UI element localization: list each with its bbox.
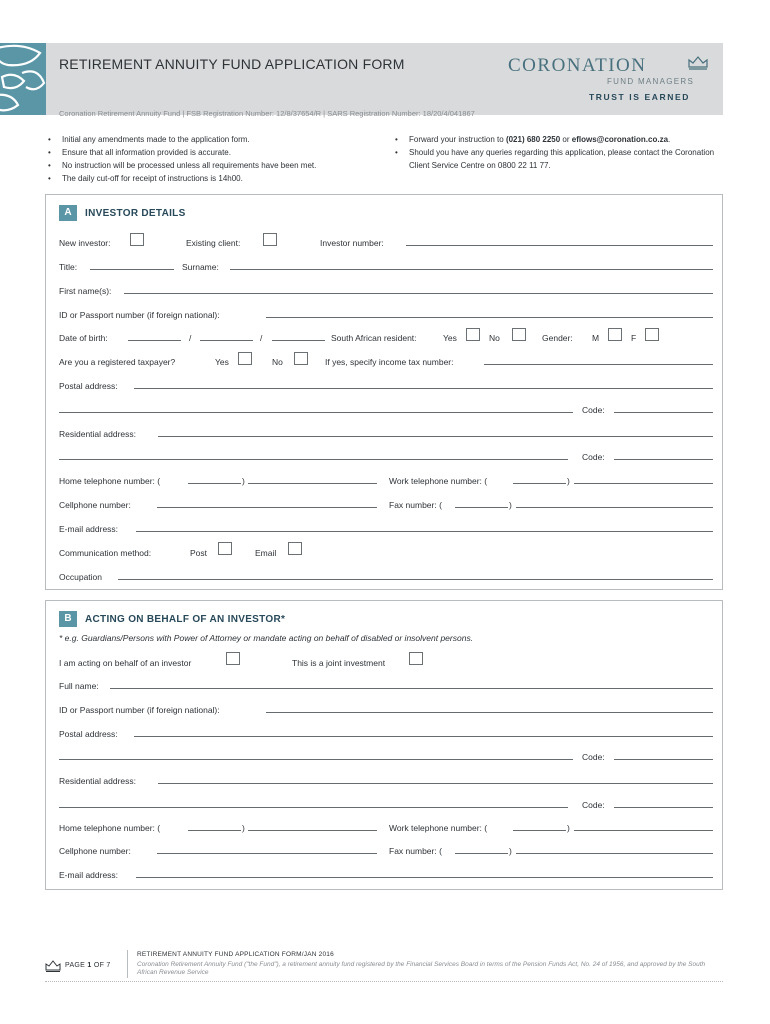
page-total: OF 7 [93,962,111,969]
gender-f-label: F [631,333,637,343]
id-passport-label: ID or Passport number (if foreign national): [59,310,220,320]
residential-code-label: Code: [582,800,605,810]
home-tel-label: Home telephone number: ( [59,823,161,833]
paren: ) [242,823,245,833]
cellphone-field[interactable] [157,507,377,508]
text: . [668,135,671,144]
logo-name: CORONATION [508,55,647,76]
occupation-label: Occupation [59,572,102,582]
dob-year-field[interactable] [272,340,325,341]
title-field[interactable] [90,269,174,270]
instructions-right [392,133,727,172]
email-label: E-mail address: [59,524,119,534]
footer-legal-text: Coronation Retirement Annuity Fund ("the Fund"), a retirement annuity fund registered by the Financial Services Board in terms of the Pension Funds Act, No. 24 of 1956, and approved by the South African Revenue Service [137,961,706,976]
full-name-field[interactable] [110,688,713,689]
new-investor-checkbox[interactable] [130,233,144,246]
crown-icon [687,54,709,70]
postal-address-label: Postal address: [59,729,118,739]
taxpayer-no-checkbox[interactable] [294,352,308,365]
taxpayer-no-label: No [272,357,283,367]
existing-client-label: Existing client: [186,238,241,248]
crown-icon [45,960,61,972]
home-tel-field[interactable] [248,483,377,484]
residential-address-line2[interactable] [59,459,568,460]
section-letter: B [59,611,77,627]
page-indicator [65,962,111,969]
paren: ) [509,846,512,856]
home-tel-label: Home telephone number: ( [59,476,161,486]
fax-field[interactable] [516,853,713,854]
decorative-emblem [0,43,46,115]
gender-m-checkbox[interactable] [608,328,622,341]
residential-address-field[interactable] [158,783,713,784]
gender-m-label: M [592,333,600,343]
taxpayer-yes-checkbox[interactable] [238,352,252,365]
home-tel-field[interactable] [248,830,377,831]
phone-number[interactable]: (021) 680 2250 [505,135,561,144]
list-item: • Initial any amendments made to the application form. [45,133,385,146]
section-letter: A [59,205,77,221]
title-label: Title: [59,262,78,272]
residential-code-label: Code: [582,452,605,462]
slash: / [260,333,263,343]
paren: ) [242,476,245,486]
text: or [560,135,572,144]
investor-number-field[interactable] [406,245,713,246]
post-checkbox[interactable] [218,542,232,555]
logo-subtitle: FUND MANAGERS [607,77,695,86]
residential-address-label: Residential address: [59,776,137,786]
fax-field[interactable] [516,507,713,508]
sa-resident-label: South African resident: [331,333,417,343]
paren: ) [567,823,570,833]
work-tel-area-field[interactable] [513,483,566,484]
existing-client-checkbox[interactable] [263,233,277,246]
list-item: • No instruction will be processed unless all requirements have been met. [45,159,385,172]
footer-title: RETIREMENT ANNUITY FUND APPLICATION FORM/JAN 2016 [137,951,334,958]
postal-address-field[interactable] [134,388,713,389]
id-passport-field[interactable] [266,712,713,713]
paren: ) [509,500,512,510]
joint-investment-label: This is a joint investment [292,658,386,668]
residential-address-label: Residential address: [59,429,137,439]
postal-address-label: Postal address: [59,381,118,391]
page-number: 1 [87,962,92,969]
post-label: Post [190,548,208,558]
email-option-checkbox[interactable] [288,542,302,555]
first-names-label: First name(s): [59,286,112,296]
cellphone-field[interactable] [157,853,377,854]
section-title: ACTING ON BEHALF OF AN INVESTOR* [85,614,286,625]
postal-address-line2[interactable] [59,412,573,413]
section-title: INVESTOR DETAILS [85,208,186,219]
home-tel-area-field[interactable] [188,483,241,484]
section-acting-on-behalf [45,600,723,890]
occupation-field[interactable] [118,579,713,580]
list-item: • The daily cut-off for receipt of instructions is 14h00. [45,172,385,185]
id-passport-label: ID or Passport number (if foreign national): [59,705,220,715]
form-title: RETIREMENT ANNUITY FUND APPLICATION FORM [59,56,405,72]
dob-label: Date of birth: [59,333,108,343]
postal-address-field[interactable] [134,736,713,737]
tax-number-label: If yes, specify income tax number: [325,357,454,367]
acting-on-behalf-checkbox[interactable] [226,652,240,665]
work-tel-label: Work telephone number: ( [389,823,488,833]
paren: ) [567,476,570,486]
id-passport-field[interactable] [266,317,713,318]
text: Forward your instruction to [409,135,506,144]
taxpayer-yes-label: Yes [215,357,229,367]
resident-yes-checkbox[interactable] [466,328,480,341]
work-tel-field[interactable] [574,483,713,484]
new-investor-label: New investor: [59,238,111,248]
communication-method-label: Communication method: [59,548,152,558]
slash: / [189,333,192,343]
resident-no-checkbox[interactable] [512,328,526,341]
footer-rule [45,981,723,982]
postal-code-field[interactable] [614,412,713,413]
investor-number-label: Investor number: [320,238,384,248]
email-link[interactable]: eflows@coronation.co.za [571,135,669,144]
gender-label: Gender: [542,333,573,343]
fax-label: Fax number: ( [389,846,442,856]
full-name-label: Full name: [59,681,99,691]
postal-code-label: Code: [582,405,605,415]
email-field[interactable] [136,877,713,878]
work-tel-field[interactable] [574,830,713,831]
dob-day-field[interactable] [128,340,181,341]
fax-label: Fax number: ( [389,500,442,510]
residential-address-field[interactable] [158,436,713,437]
postal-code-label: Code: [582,752,605,762]
cellphone-label: Cellphone number: [59,846,131,856]
taxpayer-label: Are you a registered taxpayer? [59,357,176,367]
postal-address-line2[interactable] [59,759,573,760]
residential-code-field[interactable] [614,807,713,808]
work-tel-area-field[interactable] [513,830,566,831]
first-names-field[interactable] [124,293,713,294]
acting-on-behalf-label: I am acting on behalf of an investor [59,658,192,668]
list-item: • Should you have any queries regarding this application, please contact the Coronation Client Service Centre on 0800 22 11 77. [392,146,727,172]
surname-label: Surname: [182,262,219,272]
instructions-left [45,133,385,185]
resident-no-label: No [489,333,500,343]
postal-code-field[interactable] [614,759,713,760]
dob-month-field[interactable] [200,340,253,341]
logo-tagline: TRUST IS EARNED [589,92,690,102]
joint-investment-checkbox[interactable] [409,652,423,665]
fax-area-field[interactable] [455,853,508,854]
list-item [392,133,727,146]
registration-line: Coronation Retirement Annuity Fund | FSB Registration Number: 12/8/37654/R | SARS Registration Number: 18/20/4/041867 [59,109,475,118]
gender-f-checkbox[interactable] [645,328,659,341]
tax-number-field[interactable] [484,364,713,365]
fax-area-field[interactable] [455,507,508,508]
home-tel-area-field[interactable] [188,830,241,831]
section-note: * e.g. Guardians/Persons with Power of Attorney or mandate acting on behalf of disabled or insolvent persons. [59,633,474,643]
page-word: PAGE [65,962,86,969]
email-label: E-mail address: [59,870,119,880]
residential-code-field[interactable] [614,459,713,460]
resident-yes-label: Yes [443,333,457,343]
email-field[interactable] [136,531,713,532]
list-item: • Ensure that all information provided is accurate. [45,146,385,159]
cellphone-label: Cellphone number: [59,500,131,510]
footer-divider [127,950,128,978]
residential-address-line2[interactable] [59,807,568,808]
work-tel-label: Work telephone number: ( [389,476,488,486]
email-option-label: Email [255,548,277,558]
surname-field[interactable] [230,269,713,270]
